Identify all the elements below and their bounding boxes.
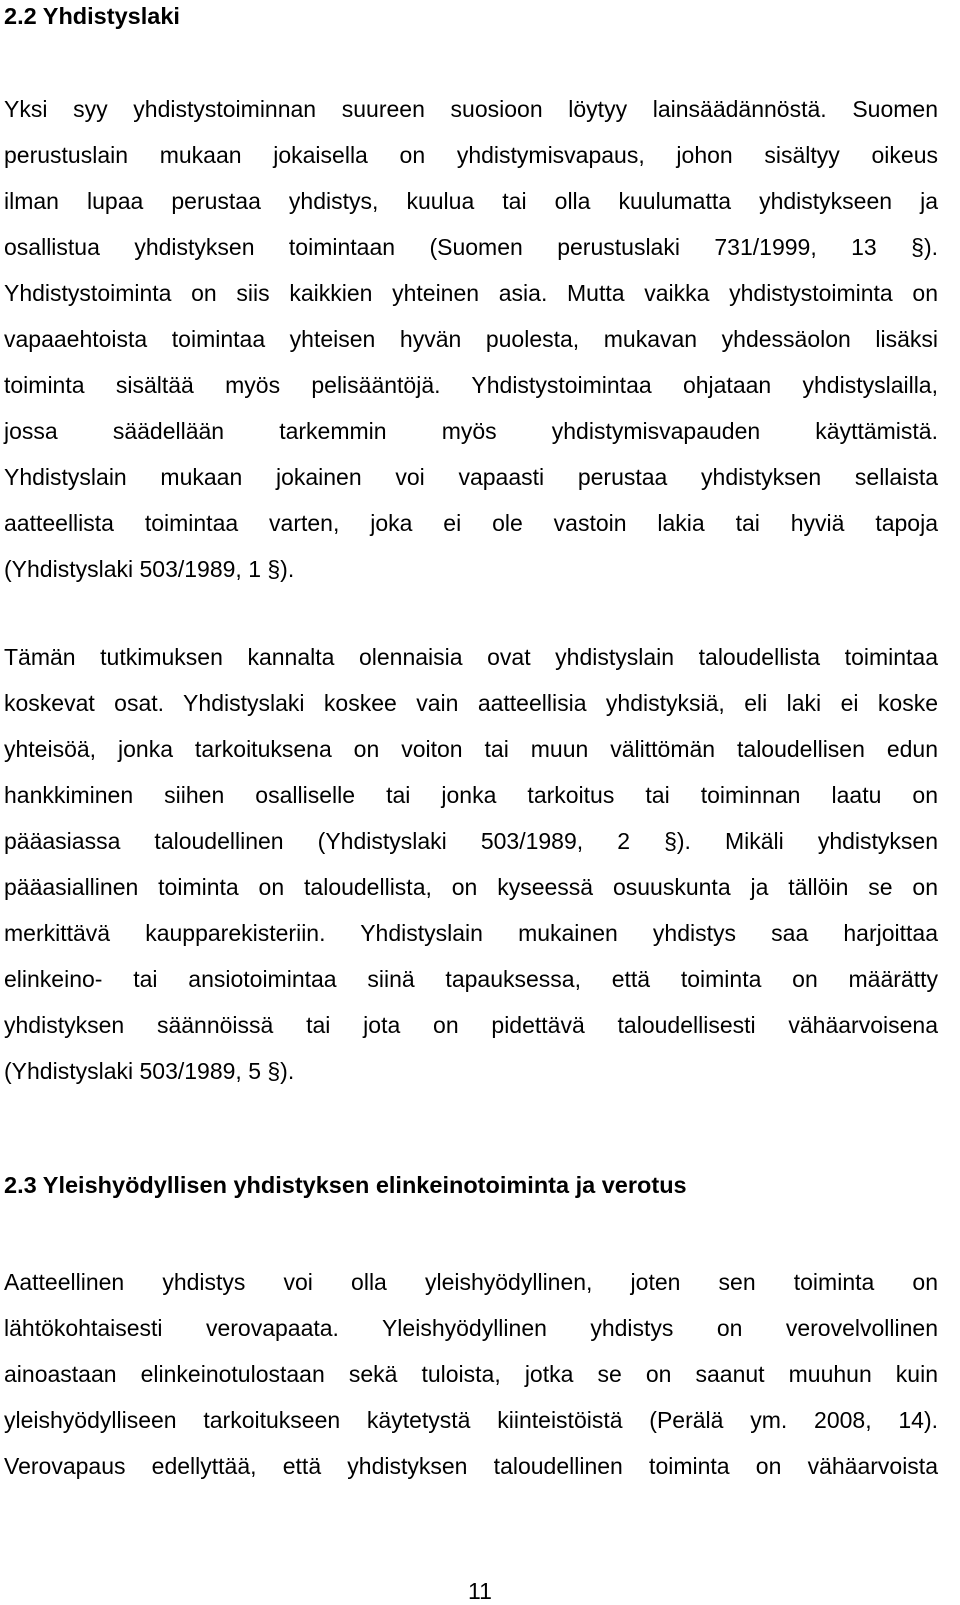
paragraph-verotus-1 xyxy=(4,1259,938,1489)
text-line: vapaaehtoista toimintaa yhteisen hyvän puolesta, mukavan yhdessäolon lisäksi xyxy=(4,326,938,352)
text-line: ainoastaan elinkeinotulostaan sekä tuloista, jotka se on saanut muuhun kuin xyxy=(4,1361,938,1387)
section-heading-2-3: 2.3 Yleishyödyllisen yhdistyksen elinkeinotoiminta ja verotus xyxy=(4,1172,687,1198)
text-line: Aatteellinen yhdistys voi olla yleishyödyllinen, joten sen toiminta on xyxy=(4,1269,938,1295)
text-line: lähtökohtaisesti verovapaata. Yleishyödyllinen yhdistys on verovelvollinen xyxy=(4,1315,938,1341)
text-line: yhdistyksen säännöissä tai jota on pidettävä taloudellisesti vähäarvoisena xyxy=(4,1012,938,1038)
text-line: elinkeino- tai ansiotoimintaa siinä tapauksessa, että toiminta on määrätty xyxy=(4,966,938,992)
text-line: ilman lupaa perustaa yhdistys, kuulua tai olla kuulumatta yhdistykseen ja xyxy=(4,188,938,214)
text-line: merkittävä kaupparekisteriin. Yhdistyslain mukainen yhdistys saa harjoittaa xyxy=(4,920,938,946)
text-line: koskevat osat. Yhdistyslaki koskee vain aatteellisia yhdistyksiä, eli laki ei koske xyxy=(4,690,938,716)
paragraph-yhdistyslaki-1 xyxy=(4,86,938,592)
text-line: perustuslain mukaan jokaisella on yhdistymisvapaus, johon sisältyy oikeus xyxy=(4,142,938,168)
text-line: Yksi syy yhdistystoiminnan suureen suosioon löytyy lainsäädännöstä. Suomen xyxy=(4,96,938,122)
text-line: hankkiminen siihen osalliselle tai jonka tarkoitus tai toiminnan laatu on xyxy=(4,782,938,808)
text-line: Yhdistystoiminta on siis kaikkien yhteinen asia. Mutta vaikka yhdistystoiminta on xyxy=(4,280,938,306)
text-line: Verovapaus edellyttää, että yhdistyksen taloudellinen toiminta on vähäarvoista xyxy=(4,1453,938,1479)
text-line: Tämän tutkimuksen kannalta olennaisia ovat yhdistyslain taloudellista toimintaa xyxy=(4,644,938,670)
page-number: 11 xyxy=(468,1578,492,1604)
text-line: yhteisöä, jonka tarkoituksena on voiton tai muun välittömän taloudellisen edun xyxy=(4,736,938,762)
text-line: pääasiassa taloudellinen (Yhdistyslaki 503/1989, 2 §). Mikäli yhdistyksen xyxy=(4,828,938,854)
section-heading-2-2: 2.2 Yhdistyslaki xyxy=(4,3,180,29)
text-line: Yhdistyslain mukaan jokainen voi vapaasti perustaa yhdistyksen sellaista xyxy=(4,464,938,490)
text-line: jossa säädellään tarkemmin myös yhdistymisvapauden käyttämistä. xyxy=(4,418,938,444)
text-line: pääasiallinen toiminta on taloudellista, on kyseessä osuuskunta ja tällöin se on xyxy=(4,874,938,900)
text-line: (Yhdistyslaki 503/1989, 1 §). xyxy=(4,556,295,582)
text-line: toiminta sisältää myös pelisääntöjä. Yhdistystoimintaa ohjataan yhdistyslailla, xyxy=(4,372,938,398)
paragraph-yhdistyslaki-2 xyxy=(4,634,938,1094)
text-line: (Yhdistyslaki 503/1989, 5 §). xyxy=(4,1058,295,1084)
text-line: aatteellista toimintaa varten, joka ei ole vastoin lakia tai hyviä tapoja xyxy=(4,510,938,536)
text-line: yleishyödylliseen tarkoitukseen käytetystä kiinteistöistä (Perälä ym. 2008, 14). xyxy=(4,1407,938,1433)
text-line: osallistua yhdistyksen toimintaan (Suomen perustuslaki 731/1999, 13 §). xyxy=(4,234,938,260)
